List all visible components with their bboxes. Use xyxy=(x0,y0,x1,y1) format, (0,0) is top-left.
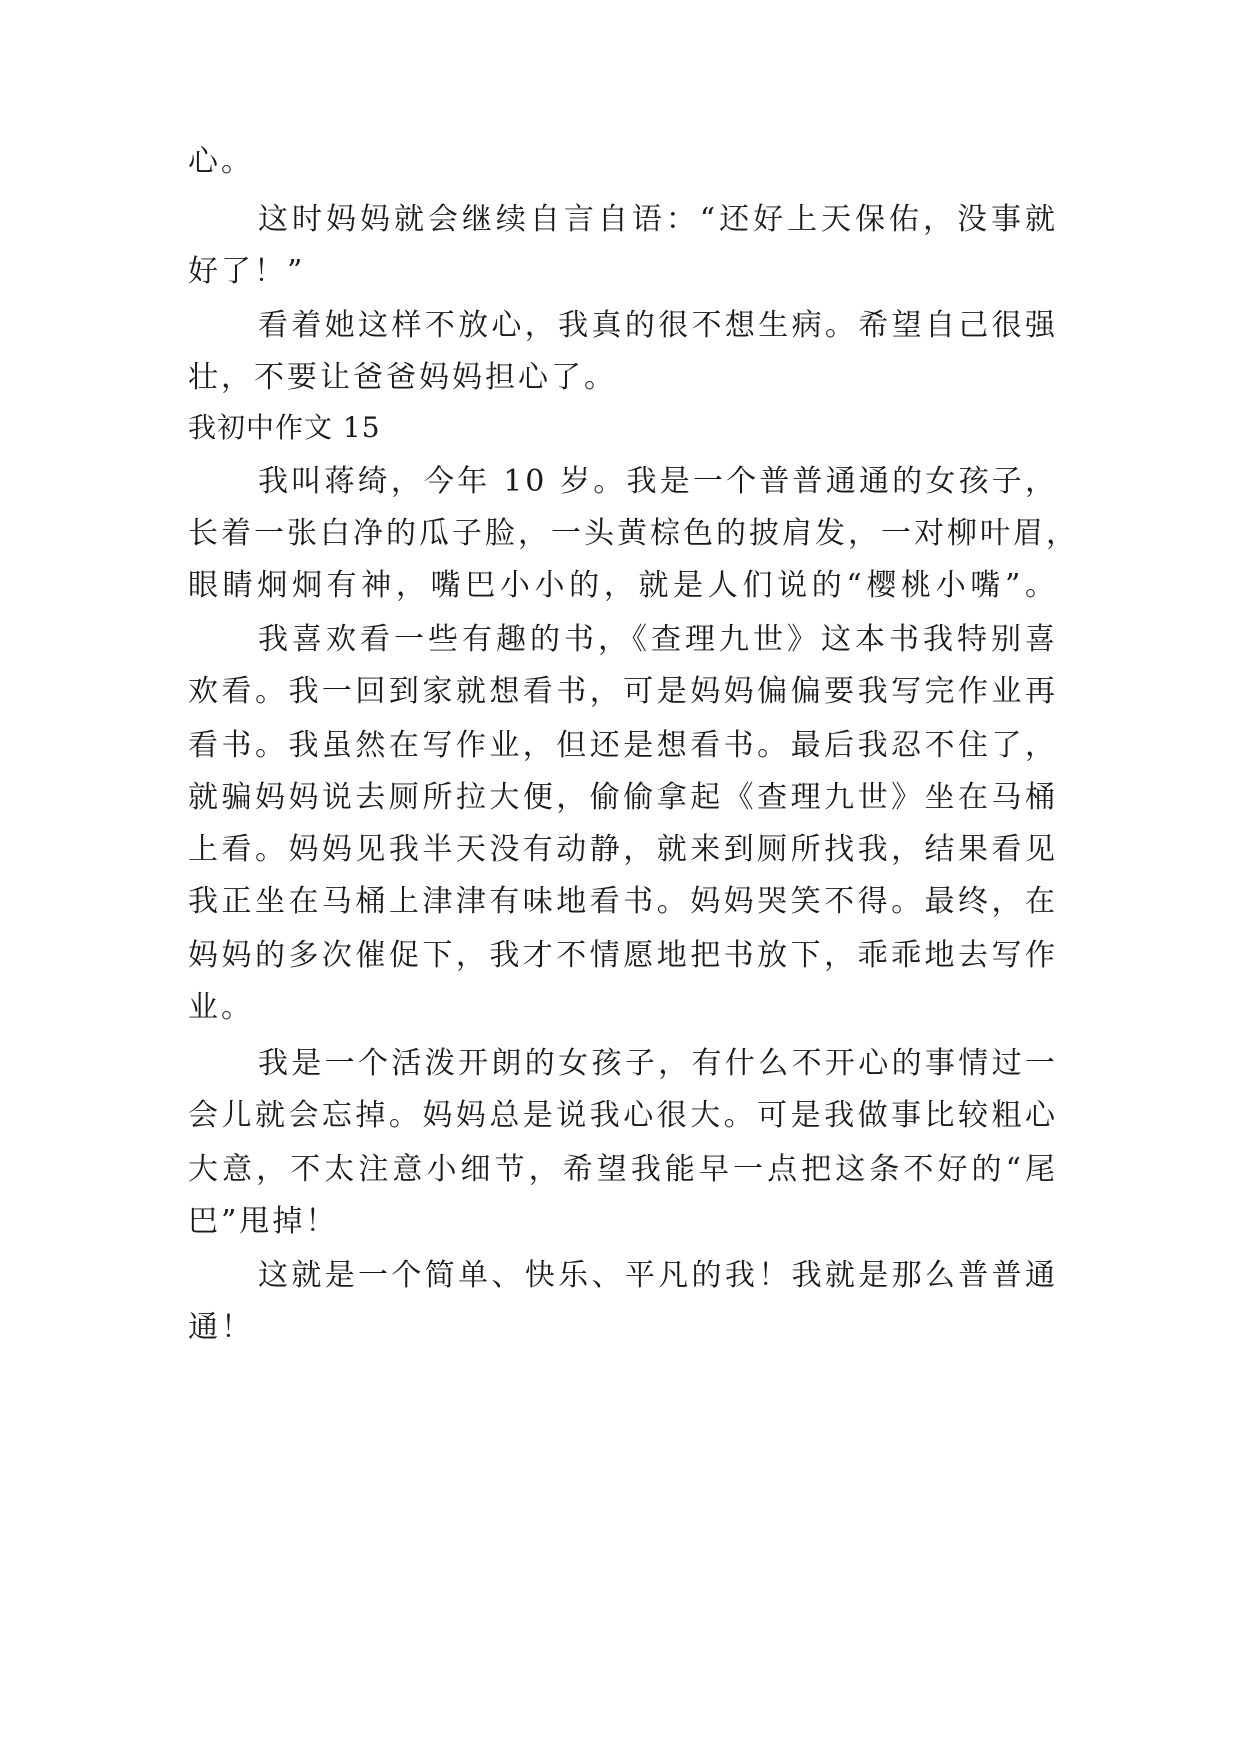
paragraph-line: 会儿就会忘掉。妈妈总是说我心很大。可是我做事比较粗心 xyxy=(188,1098,1058,1133)
paragraph-line: 我是一个活泼开朗的女孩子，有什么不开心的事情过一 xyxy=(258,1046,1058,1081)
paragraph-line: 这时妈妈就会继续自言自语：“还好上天保佑，没事就 xyxy=(258,202,1058,237)
paragraph-line: 妈妈的多次催促下，我才不情愿地把书放下，乖乖地去写作 xyxy=(188,938,1058,973)
paragraph-line: 心。 xyxy=(188,144,254,179)
paragraph-line: 业。 xyxy=(188,990,254,1025)
paragraph-line: 我叫蒋绮，今年 10 岁。我是一个普普通通的女孩子， xyxy=(258,464,1058,499)
paragraph-line: 大意，不太注意小细节，希望我能早一点把这条不好的“尾 xyxy=(188,1152,1058,1187)
paragraph-line: 我正坐在马桶上津津有味地看书。妈妈哭笑不得。最终，在 xyxy=(188,884,1058,919)
paragraph-line: 通！ xyxy=(188,1310,254,1345)
paragraph-line: 壮，不要让爸爸妈妈担心了。 xyxy=(188,360,617,395)
paragraph-line: 这就是一个简单、快乐、平凡的我！我就是那么普普通 xyxy=(258,1258,1058,1293)
paragraph-line: 眼睛炯炯有神，嘴巴小小的，就是人们说的“樱桃小嘴”。 xyxy=(188,568,1058,603)
paragraph-line: 就骗妈妈说去厕所拉大便，偷偷拿起《查理九世》坐在马桶 xyxy=(188,780,1058,815)
paragraph-line: 欢看。我一回到家就想看书，可是妈妈偏偏要我写完作业再 xyxy=(188,674,1058,709)
paragraph-line: 上看。妈妈见我半天没有动静，就来到厕所找我，结果看见 xyxy=(188,832,1058,867)
paragraph-line: 看书。我虽然在写作业，但还是想看书。最后我忍不住了， xyxy=(188,728,1058,763)
paragraph-line: 巴”甩掉！ xyxy=(188,1204,339,1239)
paragraph-line: 长着一张白净的瓜子脸，一头黄棕色的披肩发，一对柳叶眉， xyxy=(188,516,1079,551)
paragraph-line: 看着她这样不放心，我真的很不想生病。希望自己很强 xyxy=(258,308,1058,343)
section-heading: 我初中作文 15 xyxy=(188,411,381,444)
paragraph-line: 我喜欢看一些有趣的书，《查理九世》这本书我特别喜 xyxy=(258,622,1058,657)
paragraph-line: 好了！” xyxy=(188,254,306,289)
